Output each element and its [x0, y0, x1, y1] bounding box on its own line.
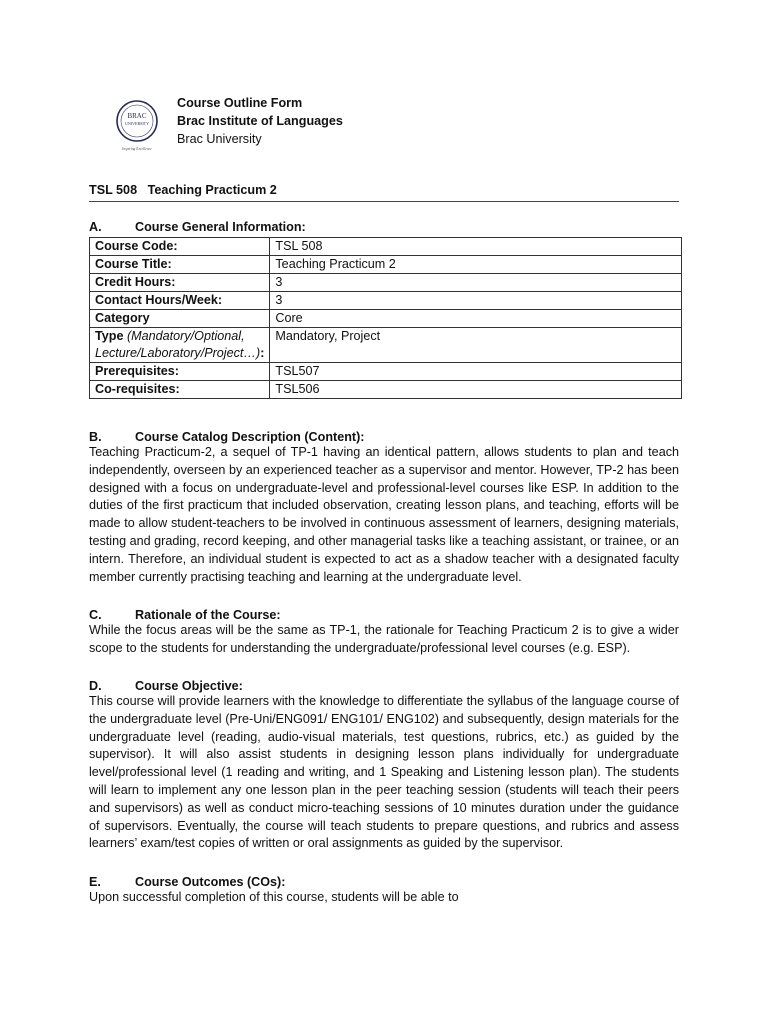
- type-key-italic: (Mandatory/Optional, Lecture/Laboratory/Project…): [95, 329, 261, 360]
- section-c: [89, 608, 679, 658]
- section-b: [89, 430, 679, 586]
- brac-university-logo: [107, 94, 167, 154]
- course-title-line: TSL 508 Teaching Practicum 2: [89, 183, 679, 202]
- section-a-letter: A.: [89, 220, 102, 234]
- type-key-end: :: [260, 346, 265, 360]
- table-row: [90, 328, 682, 363]
- table-key: Co-requisites:: [90, 381, 270, 399]
- course-info-table: [89, 237, 682, 399]
- section-d-text: This course will provide learners with the knowledge to differentiate the syllabus of the language course of the undergraduate level (Pre-Uni/ENG091/ ENG101/ ENG102) and subsequently, design materials for the undergraduate level (reading, audio-visual materials, test questions, rubrics, etc.) as guided by the supervisor). It will also assist students in designing lesson plans individually for undergraduate level/professional level (1 reading and writing, and 1 Speaking and Listening lesson plan). The students will learn to implement any one lesson plan in the peer teaching session (students will teach their peers and supervisors) as well as conduct micro-teaching sessions of 10 minutes duration under the guidance of supervisors. Eventually, the course will teach students to prepare questions, and rubrics and assess learners’ exam/test copies of written or oral assignments as guided by the supervisor.: [89, 694, 679, 851]
- table-row: [90, 310, 682, 328]
- logo-tagline: Inspiring Excellence: [122, 147, 152, 151]
- section-c-title: Rationale of the Course:: [135, 608, 281, 622]
- table-key: Credit Hours:: [90, 274, 270, 292]
- table-key: Contact Hours/Week:: [90, 292, 270, 310]
- table-value: TSL 508: [270, 238, 682, 256]
- section-c-letter: C.: [89, 608, 102, 622]
- section-b-letter: B.: [89, 430, 102, 444]
- section-c-heading: [89, 608, 679, 622]
- section-a-title: Course General Information:: [135, 220, 306, 234]
- table-row: [90, 292, 682, 310]
- table-value: Mandatory, Project: [270, 328, 682, 363]
- logo-text-top: BRAC: [127, 112, 147, 120]
- table-value: Core: [270, 310, 682, 328]
- section-e: [89, 875, 679, 907]
- section-b-heading: [89, 430, 679, 444]
- table-key: Prerequisites:: [90, 363, 270, 381]
- section-c-text: While the focus areas will be the same as TP-1, the rationale for Teaching Practicum 2 is to give a wider scope to the students for understanding the undergraduate/professional level courses (e.g. ESP).: [89, 623, 679, 655]
- table-row: [90, 238, 682, 256]
- header-text: [177, 94, 343, 148]
- type-key-bold: Type: [95, 329, 124, 343]
- section-d: [89, 679, 679, 853]
- institute-name: Brac Institute of Languages: [177, 114, 343, 128]
- form-header: [89, 88, 679, 158]
- table-key: Course Title:: [90, 256, 270, 274]
- section-e-letter: E.: [89, 875, 101, 889]
- section-e-text: Upon successful completion of this course, students will be able to: [89, 890, 459, 904]
- table-row: [90, 256, 682, 274]
- university-name: Brac University: [177, 132, 262, 146]
- table-key: Course Code:: [90, 238, 270, 256]
- table-value: 3: [270, 292, 682, 310]
- logo-text-mid: UNIVERSITY: [125, 121, 149, 126]
- table-value: 3: [270, 274, 682, 292]
- section-d-letter: D.: [89, 679, 102, 693]
- section-e-title: Course Outcomes (COs):: [135, 875, 286, 889]
- section-d-title: Course Objective:: [135, 679, 243, 693]
- table-key: [90, 328, 270, 363]
- table-value: Teaching Practicum 2: [270, 256, 682, 274]
- section-e-heading: [89, 875, 679, 889]
- section-b-title: Course Catalog Description (Content):: [135, 430, 365, 444]
- table-row: [90, 381, 682, 399]
- table-value: TSL507: [270, 363, 682, 381]
- section-a-heading: [89, 220, 306, 234]
- table-row: [90, 274, 682, 292]
- section-d-heading: [89, 679, 679, 693]
- table-row: [90, 363, 682, 381]
- section-b-text: Teaching Practicum-2, a sequel of TP-1 having an identical pattern, allows students to plan and teach independently, overseen by an experienced teacher as a supervisor and mentor. However, TP-2 has been designed with a focus on undergraduate-level and professional-level courses like ESP. In addition to the duties of the first practicum that included observation, creating lesson plans, and teaching, efforts will be made to allow student-teachers to be involved in continuous assessment of learners, designing materials, testing and grading, record keeping, and other managerial tasks like a teaching assistant, or trainee, or an intern. Therefore, an individual student is expected to act as a shadow teacher with a designated faculty member currently practising teaching and learning at the undergraduate level.: [89, 445, 679, 584]
- table-key: Category: [90, 310, 270, 328]
- table-value: TSL506: [270, 381, 682, 399]
- form-title: Course Outline Form: [177, 96, 303, 110]
